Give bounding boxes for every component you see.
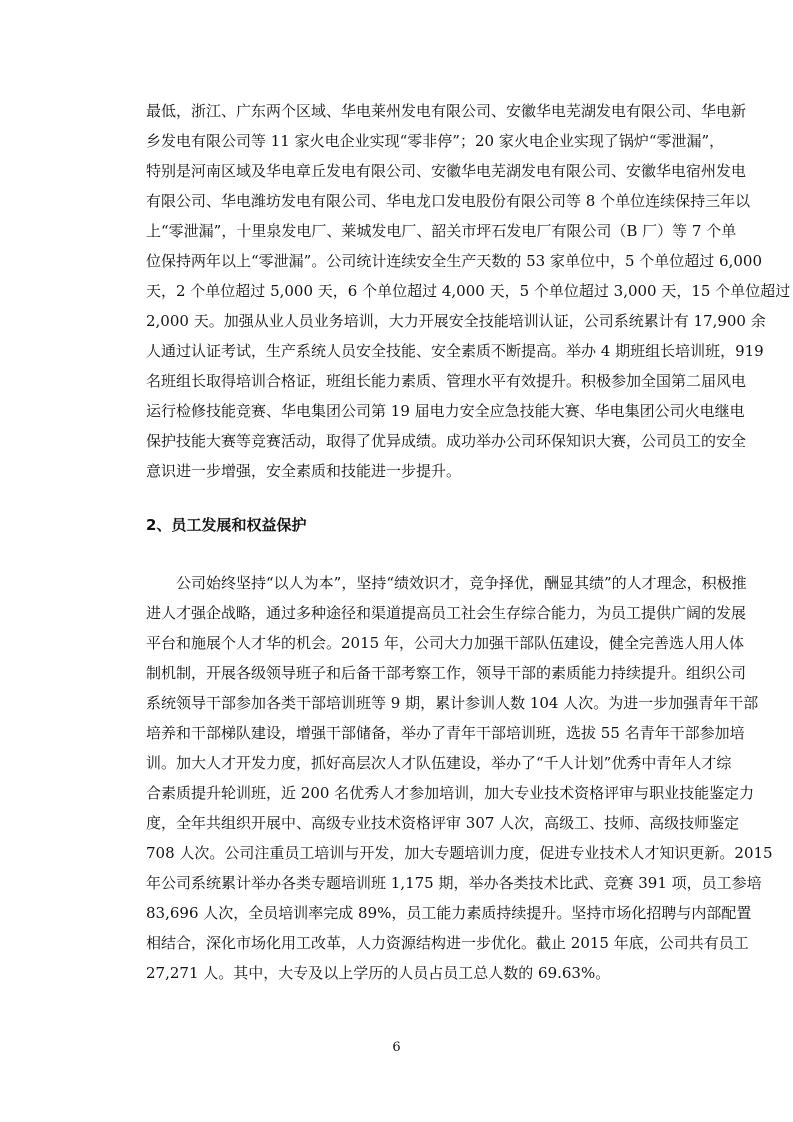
page-number: 6 xyxy=(392,1040,401,1055)
text-line: 83,696 人次，全员培训率完成 89%，员工能力素质持续提升。坚持市场化招聘与内部配置 xyxy=(146,904,752,922)
text-line: 保护技能大赛等竞赛活动，取得了优异成绩。成功举办公司环保知识大赛，公司员工的安全 xyxy=(146,432,747,450)
text-line-last: 27,271 人。其中，大专及以上学历的人员占员工总人数的 69.63%。 xyxy=(146,964,611,982)
text-line-first: 公司始终坚持“以人为本”，坚持“绩效识才，竞争择优，酬显其绩”的人才理念，积极推 xyxy=(176,574,747,592)
text-line: 名班组长取得培训合格证，班组长能力素质、管理水平有效提升。积极参加全国第二届风电 xyxy=(146,372,747,390)
text-line: 位保持两年以上“零泄漏”。公司统计连续安全生产天数的 53 家单位中，5 个单位超过 6,000 xyxy=(146,252,762,270)
text-line: 相结合，深化市场化用工改革，人力资源结构进一步优化。截止 2015 年底，公司共有员工 xyxy=(146,934,749,952)
text-line: 最低，浙江、广东两个区域、华电莱州发电有限公司、安徽华电芜湖发电有限公司、华电新 xyxy=(146,102,747,120)
text-line: 合素质提升轮训班，近 200 名优秀人才参加培训，加大专业技术资格评审与职业技能鉴定力 xyxy=(146,784,755,802)
text-line: 人通过认证考试，生产系统人员安全技能、安全素质不断提高。举办 4 期班组长培训班，919 xyxy=(146,342,764,360)
text-line: 年公司系统累计举办各类专题培训班 1,175 期，举办各类技术比武、竞赛 391 项，员工参培 xyxy=(146,874,762,892)
text-line: 系统领导干部参加各类干部培训班等 9 期，累计参训人数 104 人次。为进一步加强青年干部 xyxy=(146,694,759,712)
text-line: 制机制，开展各级领导班子和后备干部考察工作，领导干部的素质能力持续提升。组织公司 xyxy=(146,664,747,682)
text-line: 度，全年共组织开展中、高级专业技术资格评审 307 人次，高级工、技师、高级技师鉴定 xyxy=(146,814,740,832)
text-line: 天，2 个单位超过 5,000 天，6 个单位超过 4,000 天，5 个单位超过 3,000 天，15 个单位超过 xyxy=(146,282,791,300)
text-line: 上“零泄漏”，十里泉发电厂、莱城发电厂、韶关市坪石发电厂有限公司（B 厂）等 7 个单 xyxy=(146,222,737,240)
text-line: 2,000 天。加强从业人员业务培训，大力开展安全技能培训认证，公司系统累计有 17,900 余 xyxy=(146,312,766,330)
text-line: 有限公司、华电潍坊发电有限公司、华电龙口发电股份有限公司等 8 个单位连续保持三年以 xyxy=(146,192,751,210)
text-line: 训。加大人才开发力度，抓好高层次人才队伍建设，举办了“千人计划”优秀中青年人才综 xyxy=(146,754,732,772)
text-line: 培养和干部梯队建设，增强干部储备，举办了青年干部培训班，选拔 55 名青年干部参加培 xyxy=(146,724,745,742)
text-line: 平台和施展个人才华的机会。2015 年，公司大力加强干部队伍建设，健全完善选人用人体 xyxy=(146,634,744,652)
text-line: 乡发电有限公司等 11 家火电企业实现“零非停”；20 家火电企业实现了锅炉“零泄漏”， xyxy=(146,132,725,150)
text-line-last: 意识进一步增强，安全素质和技能进一步提升。 xyxy=(146,462,462,480)
text-line: 进人才强企战略，通过多种途径和渠道提高员工社会生存综合能力，为员工提供广阔的发展 xyxy=(146,604,747,622)
text-line: 运行检修技能竞赛、华电集团公司第 19 届电力安全应急技能大赛、华电集团公司火电继电 xyxy=(146,402,745,420)
text-line: 特别是河南区域及华电章丘发电有限公司、安徽华电芜湖发电有限公司、安徽华电宿州发电 xyxy=(146,162,747,180)
text-line: 708 人次。公司注重员工培训与开发，加大专题培训力度，促进专业技术人才知识更新。2015 xyxy=(146,844,773,862)
section-heading: 2、员工发展和权益保护 xyxy=(146,516,307,534)
